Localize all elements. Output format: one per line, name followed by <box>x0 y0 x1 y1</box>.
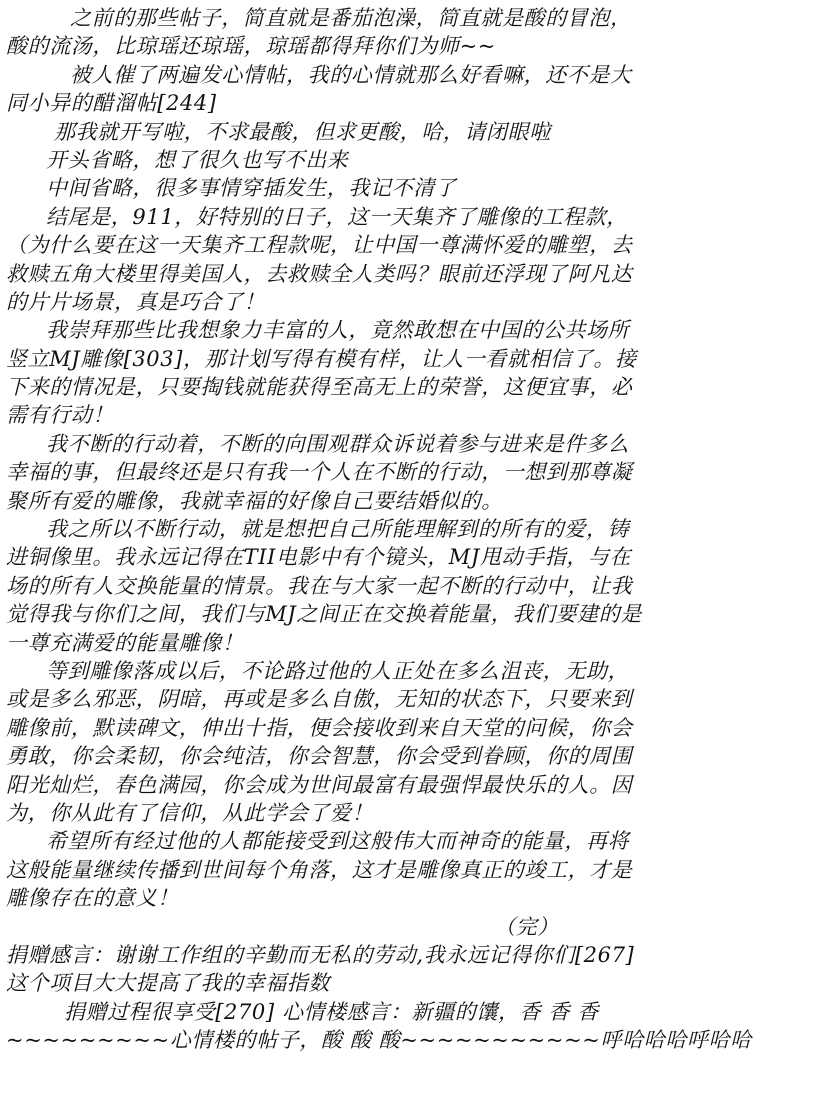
text-line: 或是多么邪恶，阴暗，再或是多么自傲，无知的状态下，只要来到 <box>6 687 633 712</box>
text-line: 需有行动！ <box>6 403 114 428</box>
text-line: 聚所有爱的雕像，我就幸福的好像自己要结婚似的。 <box>6 488 503 513</box>
text-line: 捐赠过程很享受[270] 心情楼感言：新疆的馕，香 香 香 <box>64 999 599 1024</box>
text-line: 为，你从此有了信仰，从此学会了爱！ <box>6 800 374 825</box>
text-line: 救赎五角大楼里得美国人，去救赎全人类吗？眼前还浮现了阿凡达 <box>6 261 633 286</box>
text-line: 进铜像里。我永远记得在TII电影中有个镜头，MJ甩动手指，与在 <box>6 545 632 570</box>
text-line: 那我就开写啦，不求最酸，但求更酸，哈，请闭眼啦 <box>54 119 551 144</box>
text-line: 这个项目大大提高了我的幸福指数 <box>6 971 330 996</box>
text-line: 雕像存在的意义！ <box>6 886 179 911</box>
text-line: 之前的那些帖子，简直就是番茄泡澡，简直就是酸的冒泡， <box>70 6 632 30</box>
text-line: 同小异的醋溜帖[244] <box>6 91 217 116</box>
text-line: 雕像前，默读碑文，伸出十指，便会接收到来自天堂的问候，你会 <box>6 715 633 740</box>
text-line: 开头省略，想了很久也写不出来 <box>46 147 349 172</box>
text-line: 捐赠感言：谢谢工作组的辛勤而无私的劳动,我永远记得你们[267] <box>6 942 635 967</box>
text-line: 这般能量继续传播到世间每个角落，这才是雕像真正的竣工，才是 <box>6 857 633 882</box>
text-line: 希望所有经过他的人都能接受到这般伟大而神奇的能量，再将 <box>46 829 630 854</box>
text-line: 一尊充满爱的能量雕像！ <box>6 630 244 655</box>
text-line: ~~~~~~~~~心情楼的帖子，酸 酸 酸~~~~~~~~~~~呼哈哈哈呼哈哈 <box>6 1028 752 1053</box>
text-line: 觉得我与你们之间，我们与MJ之间正在交换着能量，我们要建的是 <box>6 602 642 627</box>
text-line: 中间省略，很多事情穿插发生，我记不清了 <box>46 176 457 201</box>
text-line: （为什么要在这一天集齐工程款呢，让中国一尊满怀爱的雕塑，去 <box>6 233 633 258</box>
text-line: 勇敢，你会柔韧，你会纯洁，你会智慧，你会受到眷顾，你的周围 <box>6 744 633 769</box>
text-line: 下来的情况是，只要掏钱就能获得至高无上的荣誉，这便宜事，必 <box>6 375 633 400</box>
text-line: 等到雕像落成以后，不论路过他的人正处在多么沮丧，无助， <box>46 658 630 683</box>
text-line: 阳光灿烂，春色满园，你会成为世间最富有最强悍最快乐的人。因 <box>6 772 633 797</box>
text-line: 场的所有人交换能量的情景。我在与大家一起不断的行动中，让我 <box>6 573 633 598</box>
text-line: 的片片场景，真是巧合了！ <box>6 289 266 314</box>
end-mark: （完） <box>494 914 559 939</box>
text-line: 酸的流汤，比琼瑶还琼瑶，琼瑶都得拜你们为师~~ <box>6 34 496 59</box>
text-line: 我崇拜那些比我想象力丰富的人，竟然敢想在中国的公共场所 <box>46 318 630 343</box>
text-line: 我之所以不断行动，就是想把自己所能理解到的所有的爱，铸 <box>46 517 630 542</box>
text-line: 我不断的行动着，不断的向围观群众诉说着参与进来是件多么 <box>46 431 630 456</box>
text-line: 结尾是，911，好特别的日子，这一天集齐了雕像的工程款， <box>46 204 628 229</box>
text-line: 被人催了两遍发心情帖，我的心情就那么好看嘛，还不是大 <box>70 62 632 87</box>
text-line: 竖立MJ雕像[303]，那计划写得有模有样，让人一看就相信了。接 <box>6 346 637 371</box>
text-line: 幸福的事，但最终还是只有我一个人在不断的行动，一想到那尊凝 <box>6 460 633 485</box>
